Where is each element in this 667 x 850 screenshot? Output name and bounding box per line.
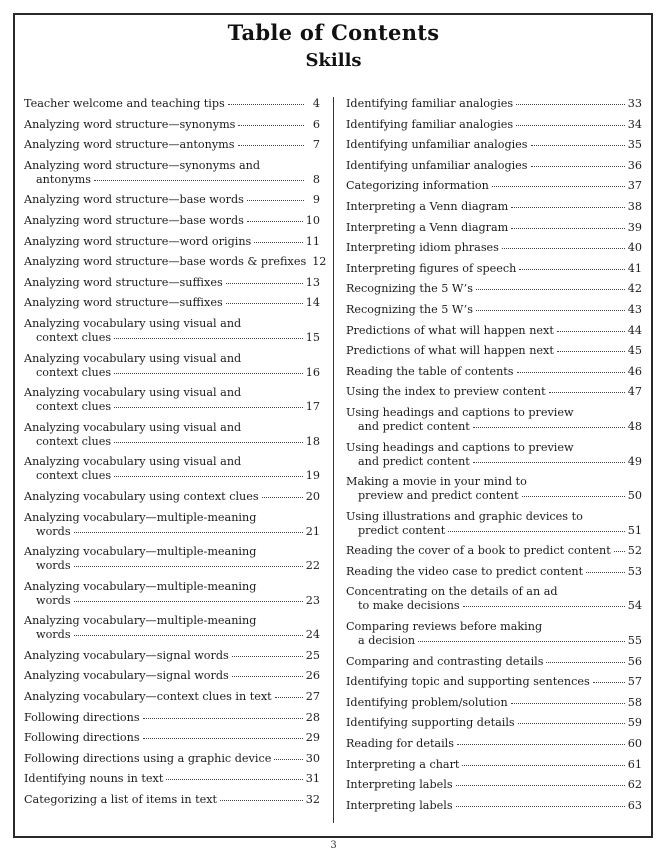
toc-entry-text: Analyzing vocabulary using visual and xyxy=(24,420,242,434)
toc-entry-text: Following directions xyxy=(24,710,140,724)
dot-leader xyxy=(74,601,303,602)
toc-entry-text: words xyxy=(36,628,71,642)
dot-leader xyxy=(492,186,625,187)
toc-entry xyxy=(346,282,642,296)
toc-page-number: 59 xyxy=(627,716,642,730)
toc-entry xyxy=(346,241,642,255)
toc-page-number: 17 xyxy=(305,400,320,414)
dot-leader xyxy=(448,531,625,532)
toc-entry xyxy=(346,303,642,317)
toc-entry xyxy=(346,799,642,813)
dot-leader xyxy=(519,269,624,270)
dot-leader xyxy=(516,125,625,126)
toc-entry xyxy=(346,441,642,469)
toc-entry xyxy=(24,669,320,683)
toc-entry-text: Interpreting figures of speech xyxy=(346,261,517,275)
toc-entry-text: Analyzing vocabulary using context clues xyxy=(24,489,259,503)
toc-entry-text: words xyxy=(36,593,71,607)
toc-entry-text: Reading the table of contents xyxy=(346,364,514,378)
toc-page-number: 13 xyxy=(305,275,320,289)
toc-entry-text: context clues xyxy=(36,365,112,379)
column-divider xyxy=(333,97,334,823)
dot-leader xyxy=(522,496,625,497)
toc-page-number: 8 xyxy=(312,172,320,186)
toc-page-number: 36 xyxy=(627,158,642,172)
dot-leader xyxy=(114,476,303,477)
toc-entry-text: and predict content xyxy=(358,419,470,433)
dot-leader xyxy=(232,656,303,657)
dot-leader xyxy=(247,221,303,222)
dot-leader xyxy=(114,373,303,374)
dot-leader xyxy=(456,806,625,807)
dot-leader xyxy=(549,392,625,393)
dot-leader xyxy=(247,200,304,201)
dot-leader xyxy=(418,641,625,642)
toc-entry-text: Identifying unfamiliar analogies xyxy=(346,138,528,152)
toc-entry-text: Categorizing information xyxy=(346,179,489,193)
toc-page-number: 49 xyxy=(627,454,642,468)
toc-page-number: 34 xyxy=(627,117,642,131)
toc-page-number: 18 xyxy=(305,434,320,448)
toc-entry-text: Interpreting a Venn diagram xyxy=(346,199,509,213)
toc-entry-text: Making a movie in your mind to xyxy=(346,475,527,489)
toc-page-number: 33 xyxy=(627,97,642,110)
toc-page-number: 19 xyxy=(305,469,320,483)
toc-entry xyxy=(346,179,642,193)
toc-page-number: 44 xyxy=(627,323,642,337)
toc-entry xyxy=(24,138,320,152)
toc-page-number: 55 xyxy=(627,634,642,648)
dot-leader xyxy=(476,310,625,311)
toc-entry xyxy=(24,276,320,290)
toc-entry xyxy=(24,97,320,111)
toc-page-number: 12 xyxy=(312,255,327,269)
toc-entry-text: Recognizing the 5 W’s xyxy=(346,282,473,296)
toc-entry-text: context clues xyxy=(36,469,112,483)
toc-page-number: 21 xyxy=(305,524,320,538)
toc-page-number: 56 xyxy=(627,654,642,668)
toc-entry-text: antonyms xyxy=(36,172,91,186)
toc-entry-text: Analyzing vocabulary—multiple-meaning xyxy=(24,579,257,593)
toc-page-number: 35 xyxy=(627,138,642,152)
toc-page-number: 23 xyxy=(305,593,320,607)
toc-page-number: 14 xyxy=(305,296,320,310)
toc-entry xyxy=(346,544,642,558)
toc-entry-text: Analyzing vocabulary—context clues in text xyxy=(24,690,272,704)
toc-entry-text: Analyzing word structure—word origins xyxy=(24,234,252,248)
toc-entry-text: a decision xyxy=(358,634,416,648)
toc-entry-text: context clues xyxy=(36,330,112,344)
toc-entry xyxy=(346,778,642,792)
toc-entry-text: words xyxy=(36,524,71,538)
dot-leader xyxy=(74,635,303,636)
toc-entry-text: Interpreting idiom phrases xyxy=(346,241,499,255)
toc-entry xyxy=(346,655,642,669)
dot-leader xyxy=(476,289,625,290)
dot-leader xyxy=(614,551,625,552)
toc-entry xyxy=(346,97,642,111)
dot-leader xyxy=(262,497,303,498)
toc-entry-text: Analyzing word structure—suffixes xyxy=(24,296,223,310)
toc-entry-text: and predict content xyxy=(358,454,470,468)
toc-entry xyxy=(346,620,642,648)
toc-entry xyxy=(346,510,642,538)
dot-leader xyxy=(114,338,303,339)
toc-page-number: 43 xyxy=(627,302,642,316)
toc-page-number: 50 xyxy=(627,489,642,503)
dot-leader xyxy=(238,145,304,146)
dot-leader xyxy=(516,104,625,105)
toc-entry-text: Analyzing vocabulary—multiple-meaning xyxy=(24,614,257,628)
toc-entry xyxy=(346,675,642,689)
toc-entry xyxy=(346,200,642,214)
toc-page-number: 32 xyxy=(305,793,320,807)
toc-entry xyxy=(24,317,320,345)
toc-entry-text: Analyzing vocabulary—signal words xyxy=(24,669,229,683)
toc-entry-text: Identifying topic and supporting sentences xyxy=(346,675,590,689)
dot-leader xyxy=(502,248,625,249)
toc-entry xyxy=(24,352,320,380)
toc-page-number: 15 xyxy=(305,330,320,344)
dot-leader xyxy=(238,125,304,126)
toc-entry-text: Analyzing word structure—base words xyxy=(24,193,244,207)
toc-entry-text: Analyzing word structure—synonyms and xyxy=(24,158,261,172)
dot-leader xyxy=(511,207,624,208)
toc-entry-text: Analyzing word structure—base words xyxy=(24,213,244,227)
toc-page-number: 10 xyxy=(305,213,320,227)
toc-entry-text: Reading for details xyxy=(346,737,455,751)
toc-entry xyxy=(24,214,320,228)
dot-leader xyxy=(275,697,303,698)
toc-entry-text: Identifying unfamiliar analogies xyxy=(346,158,528,172)
toc-entry xyxy=(24,255,327,269)
toc-page-number: 31 xyxy=(305,772,320,786)
toc-entry-text: Comparing reviews before making xyxy=(346,620,543,634)
toc-entry xyxy=(24,490,320,504)
toc-entry xyxy=(24,580,320,608)
dot-leader xyxy=(518,723,625,724)
toc-entry xyxy=(24,690,320,704)
toc-entry xyxy=(24,649,320,663)
toc-entry-text: context clues xyxy=(36,400,112,414)
toc-entry-text: Analyzing word structure—synonyms xyxy=(24,117,236,131)
toc-page-number: 16 xyxy=(305,365,320,379)
toc-entry-text: predict content xyxy=(358,523,446,537)
dot-leader xyxy=(274,759,302,760)
toc-entry xyxy=(346,365,642,379)
toc-entry xyxy=(346,565,642,579)
toc-entry-text: Interpreting a Venn diagram xyxy=(346,220,509,234)
toc-page-number: 52 xyxy=(627,544,642,558)
toc-page-number: 62 xyxy=(627,778,642,792)
toc-page-number: 60 xyxy=(627,737,642,751)
toc-entry-text: Recognizing the 5 W’s xyxy=(346,302,473,316)
toc-entry xyxy=(346,118,642,132)
toc-page-number: 4 xyxy=(312,97,320,110)
toc-entry-text: Using the index to preview content xyxy=(346,385,546,399)
toc-page-number: 37 xyxy=(627,179,642,193)
toc-entry xyxy=(346,159,642,173)
toc-entry-text: Analyzing vocabulary—signal words xyxy=(24,648,229,662)
toc-page-number: 26 xyxy=(305,669,320,683)
page-subtitle: Skills xyxy=(305,50,362,71)
toc-entry xyxy=(24,511,320,539)
toc-entry xyxy=(346,262,642,276)
toc-right-column xyxy=(346,97,642,819)
dot-leader xyxy=(457,744,625,745)
toc-entry-text: Predictions of what will happen next xyxy=(346,323,554,337)
toc-page-number: 9 xyxy=(312,193,320,207)
toc-entry xyxy=(24,118,320,132)
toc-entry-text: Comparing and contrasting details xyxy=(346,654,544,668)
toc-entry-text: Concentrating on the details of an ad xyxy=(346,585,558,599)
toc-page-number: 20 xyxy=(305,489,320,503)
toc-page-number: 27 xyxy=(305,690,320,704)
toc-page-number: 61 xyxy=(627,757,642,771)
toc-entry-text: to make decisions xyxy=(358,599,460,613)
dot-leader xyxy=(143,738,303,739)
dot-leader xyxy=(462,765,624,766)
dot-leader xyxy=(228,104,304,105)
toc-entry-text: Analyzing vocabulary using visual and xyxy=(24,316,242,330)
toc-entry-text: Using illustrations and graphic devices to xyxy=(346,509,583,523)
toc-entry-text: Using headings and captions to preview xyxy=(346,440,574,454)
toc-page-number: 54 xyxy=(627,599,642,613)
toc-page-number: 57 xyxy=(627,675,642,689)
toc-entry xyxy=(24,793,320,807)
toc-entry xyxy=(346,696,642,710)
toc-entry xyxy=(24,296,320,310)
toc-page-number: 41 xyxy=(627,261,642,275)
toc-entry-text: Analyzing vocabulary—multiple-meaning xyxy=(24,545,257,559)
toc-page-number: 58 xyxy=(627,695,642,709)
toc-page-number: 53 xyxy=(627,564,642,578)
toc-entry xyxy=(24,159,320,187)
toc-entry xyxy=(24,545,320,573)
dot-leader xyxy=(74,566,303,567)
toc-entry xyxy=(24,752,320,766)
toc-entry xyxy=(346,138,642,152)
toc-page-number: 38 xyxy=(627,199,642,213)
toc-page-number: 29 xyxy=(305,731,320,745)
toc-entry-text: Interpreting labels xyxy=(346,778,453,792)
toc-page-number: 39 xyxy=(627,220,642,234)
toc-entry xyxy=(24,421,320,449)
dot-leader xyxy=(511,228,624,229)
toc-page-number: 6 xyxy=(312,117,320,131)
toc-page-number: 45 xyxy=(627,344,642,358)
toc-entry-text: Following directions using a graphic device xyxy=(24,751,272,765)
dot-leader xyxy=(143,718,303,719)
toc-entry xyxy=(24,386,320,414)
toc-entry-text: Analyzing word structure—base words & prefixes xyxy=(24,255,307,269)
dot-leader xyxy=(226,303,303,304)
dot-leader xyxy=(557,351,625,352)
toc-page-number: 40 xyxy=(627,241,642,255)
dot-leader xyxy=(517,372,625,373)
dot-leader xyxy=(511,703,625,704)
page-number: 3 xyxy=(330,840,337,850)
toc-page-number: 63 xyxy=(627,798,642,812)
dot-leader xyxy=(114,407,303,408)
toc-page-number: 47 xyxy=(627,385,642,399)
dot-leader xyxy=(531,145,625,146)
toc-entry xyxy=(346,758,642,772)
page-title: Table of Contents xyxy=(227,20,440,45)
toc-entry-text: Identifying familiar analogies xyxy=(346,117,514,131)
toc-entry xyxy=(346,344,642,358)
dot-leader xyxy=(232,676,303,677)
dot-leader xyxy=(557,331,625,332)
toc-entry-text: Reading the cover of a book to predict content xyxy=(346,544,611,558)
toc-entry-text: Predictions of what will happen next xyxy=(346,344,554,358)
toc-page-number: 7 xyxy=(312,138,320,152)
dot-leader xyxy=(114,442,303,443)
dot-leader xyxy=(463,606,625,607)
dot-leader xyxy=(74,532,303,533)
toc-entry xyxy=(346,475,642,503)
toc-entry xyxy=(346,385,642,399)
toc-entry-text: Following directions xyxy=(24,731,140,745)
toc-page-number: 46 xyxy=(627,364,642,378)
toc-entry xyxy=(346,737,642,751)
toc-entry xyxy=(24,711,320,725)
toc-page-number: 42 xyxy=(627,282,642,296)
dot-leader xyxy=(456,785,625,786)
toc-entry xyxy=(24,772,320,786)
toc-entry xyxy=(346,585,642,613)
toc-entry-text: Using headings and captions to preview xyxy=(346,405,574,419)
toc-entry-text: Analyzing word structure—suffixes xyxy=(24,275,223,289)
toc-entry xyxy=(346,716,642,730)
toc-left-column xyxy=(24,97,327,814)
toc-entry-text: Reading the video case to predict content xyxy=(346,564,584,578)
toc-entry-text: preview and predict content xyxy=(358,489,519,503)
toc-entry-text: Identifying supporting details xyxy=(346,716,515,730)
dot-leader xyxy=(531,166,625,167)
dot-leader xyxy=(254,242,302,243)
toc-entry-text: context clues xyxy=(36,434,112,448)
toc-page-number: 30 xyxy=(305,751,320,765)
dot-leader xyxy=(473,427,625,428)
dot-leader xyxy=(226,283,303,284)
toc-page-number: 25 xyxy=(305,648,320,662)
toc-entry xyxy=(346,406,642,434)
toc-entry xyxy=(24,193,320,207)
toc-entry xyxy=(24,455,320,483)
toc-entry xyxy=(346,221,642,235)
toc-page-number: 28 xyxy=(305,710,320,724)
toc-entry-text: Identifying familiar analogies xyxy=(346,97,514,110)
toc-entry-text: Analyzing vocabulary—multiple-meaning xyxy=(24,510,257,524)
toc-entry-text: Analyzing word structure—antonyms xyxy=(24,138,235,152)
toc-entry-text: words xyxy=(36,559,71,573)
toc-entry-text: Teacher welcome and teaching tips xyxy=(24,97,225,110)
toc-entry xyxy=(346,324,642,338)
dot-leader xyxy=(166,779,302,780)
toc-page-number: 22 xyxy=(305,559,320,573)
dot-leader xyxy=(546,662,624,663)
toc-page-number: 24 xyxy=(305,628,320,642)
toc-entry-text: Analyzing vocabulary using visual and xyxy=(24,386,242,400)
toc-entry xyxy=(24,731,320,745)
dot-leader xyxy=(586,572,625,573)
toc-entry-text: Analyzing vocabulary using visual and xyxy=(24,351,242,365)
toc-entry-text: Categorizing a list of items in text xyxy=(24,793,218,807)
toc-page-number: 48 xyxy=(627,419,642,433)
toc-entry xyxy=(24,614,320,642)
toc-entry-text: Identifying nouns in text xyxy=(24,772,164,786)
toc-page-number: 11 xyxy=(305,234,320,248)
dot-leader xyxy=(473,462,625,463)
toc-entry-text: Interpreting labels xyxy=(346,798,453,812)
toc-entry-text: Interpreting a chart xyxy=(346,757,460,771)
toc-entry-text: Identifying problem/solution xyxy=(346,695,508,709)
toc-entry-text: Analyzing vocabulary using visual and xyxy=(24,455,242,469)
toc-page-number: 51 xyxy=(627,523,642,537)
toc-entry xyxy=(24,235,320,249)
dot-leader xyxy=(94,180,304,181)
dot-leader xyxy=(220,800,303,801)
dot-leader xyxy=(593,682,625,683)
